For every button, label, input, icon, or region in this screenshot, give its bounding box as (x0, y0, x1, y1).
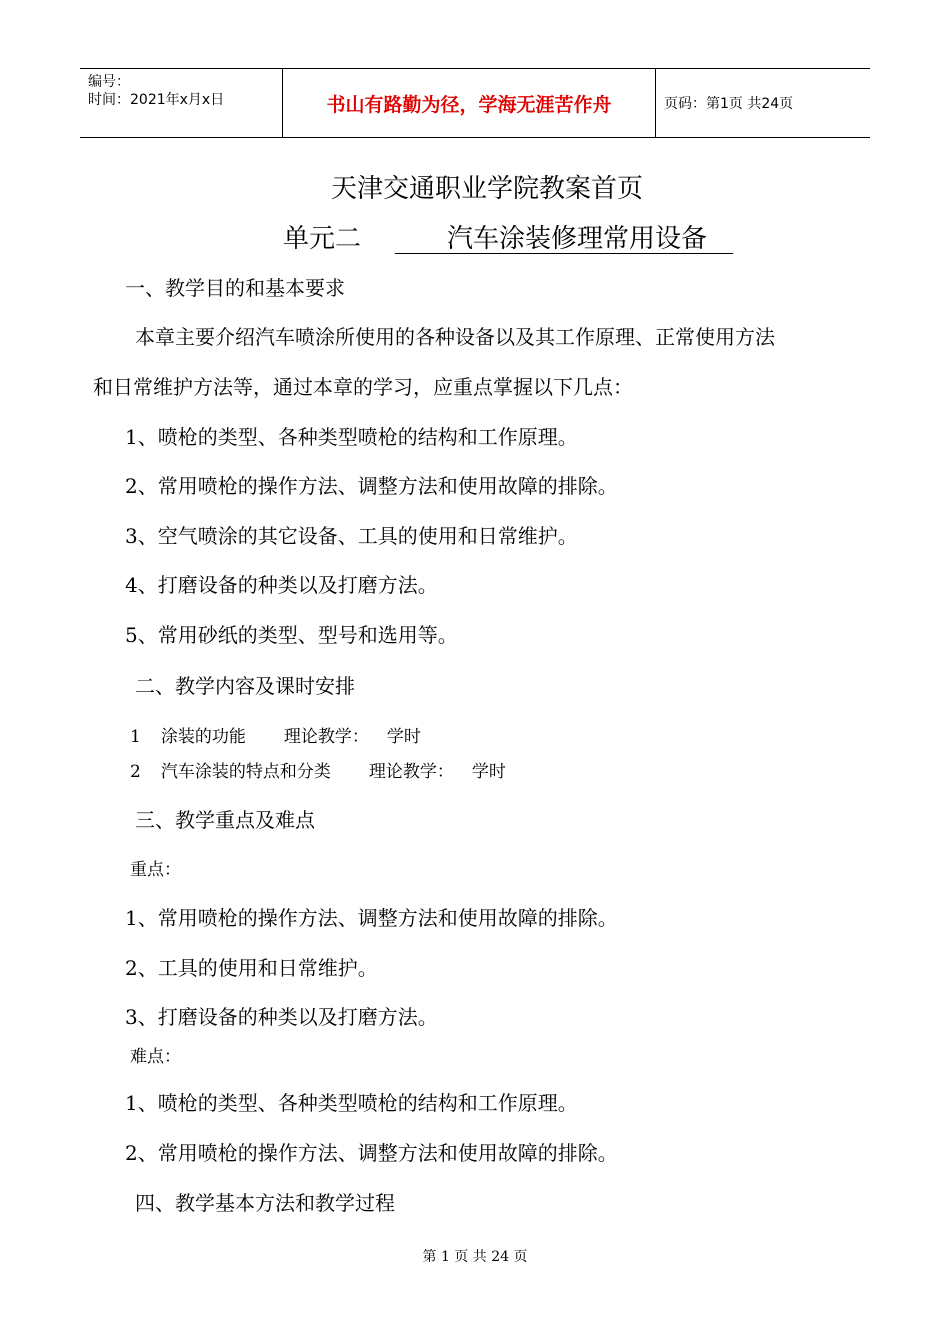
page-header (80, 68, 870, 138)
schedule-num: 1 (130, 727, 141, 747)
schedule-num: 2 (130, 762, 141, 782)
document-title: 天津交通职业学院教案首页 (331, 174, 644, 204)
header-page-info: 页码：第1页 共24页 (664, 96, 794, 112)
goal-item: 2、常用喷枪的操作方法、调整方法和使用故障的排除。 (125, 474, 618, 498)
unit-heading (283, 218, 733, 255)
key-point-item: 2、工具的使用和日常维护。 (125, 956, 378, 980)
difficulty-item: 1、喷枪的类型、各种类型喷枪的结构和工作原理。 (125, 1091, 578, 1115)
schedule-topic: 汽车涂装的特点和分类 (160, 762, 331, 782)
schedule-row (130, 757, 506, 782)
intro-paragraph-line-2: 和日常维护方法等，通过本章的学习，应重点掌握以下几点： (93, 375, 633, 399)
key-point-item: 3、打磨设备的种类以及打磨方法。 (125, 1005, 438, 1029)
schedule-type: 理论教学： (283, 727, 369, 747)
key-points-label: 重点： (130, 860, 181, 880)
section-heading-objectives: 一、教学目的和基本要求 (125, 276, 345, 300)
difficulties-label: 难点： (130, 1047, 181, 1067)
goal-item: 3、空气喷涂的其它设备、工具的使用和日常维护。 (125, 524, 578, 548)
unit-name: 汽车涂装修理常用设备 (395, 224, 734, 254)
intro-paragraph-line-1: 本章主要介绍汽车喷涂所使用的各种设备以及其工作原理、正常使用方法 (135, 325, 775, 349)
schedule-topic: 涂装的功能 (160, 727, 246, 747)
unit-prefix: 单元二 (283, 224, 362, 254)
doc-time-label: 时间：2021年x月x日 (88, 92, 225, 108)
page-footer: 第 1 页 共 24 页 (422, 1249, 528, 1265)
schedule-hours: 学时 (471, 762, 506, 782)
doc-code-label: 编号： (88, 74, 130, 90)
schedule-row (130, 722, 421, 747)
goal-item: 1、喷枪的类型、各种类型喷枪的结构和工作原理。 (125, 425, 578, 449)
goal-item: 4、打磨设备的种类以及打磨方法。 (125, 573, 438, 597)
schedule-hours: 学时 (386, 727, 421, 747)
schedule-type: 理论教学： (368, 762, 454, 782)
section-heading-key-points: 三、教学重点及难点 (135, 808, 315, 832)
difficulty-item: 2、常用喷枪的操作方法、调整方法和使用故障的排除。 (125, 1141, 618, 1165)
section-heading-methods: 四、教学基本方法和教学过程 (135, 1191, 395, 1215)
section-heading-schedule: 二、教学内容及课时安排 (135, 674, 355, 698)
key-point-item: 1、常用喷枪的操作方法、调整方法和使用故障的排除。 (125, 906, 618, 930)
goal-item: 5、常用砂纸的类型、型号和选用等。 (125, 623, 458, 647)
header-meta (80, 69, 282, 137)
header-motto: 书山有路勤为径，学海无涯苦作舟 (282, 69, 656, 137)
